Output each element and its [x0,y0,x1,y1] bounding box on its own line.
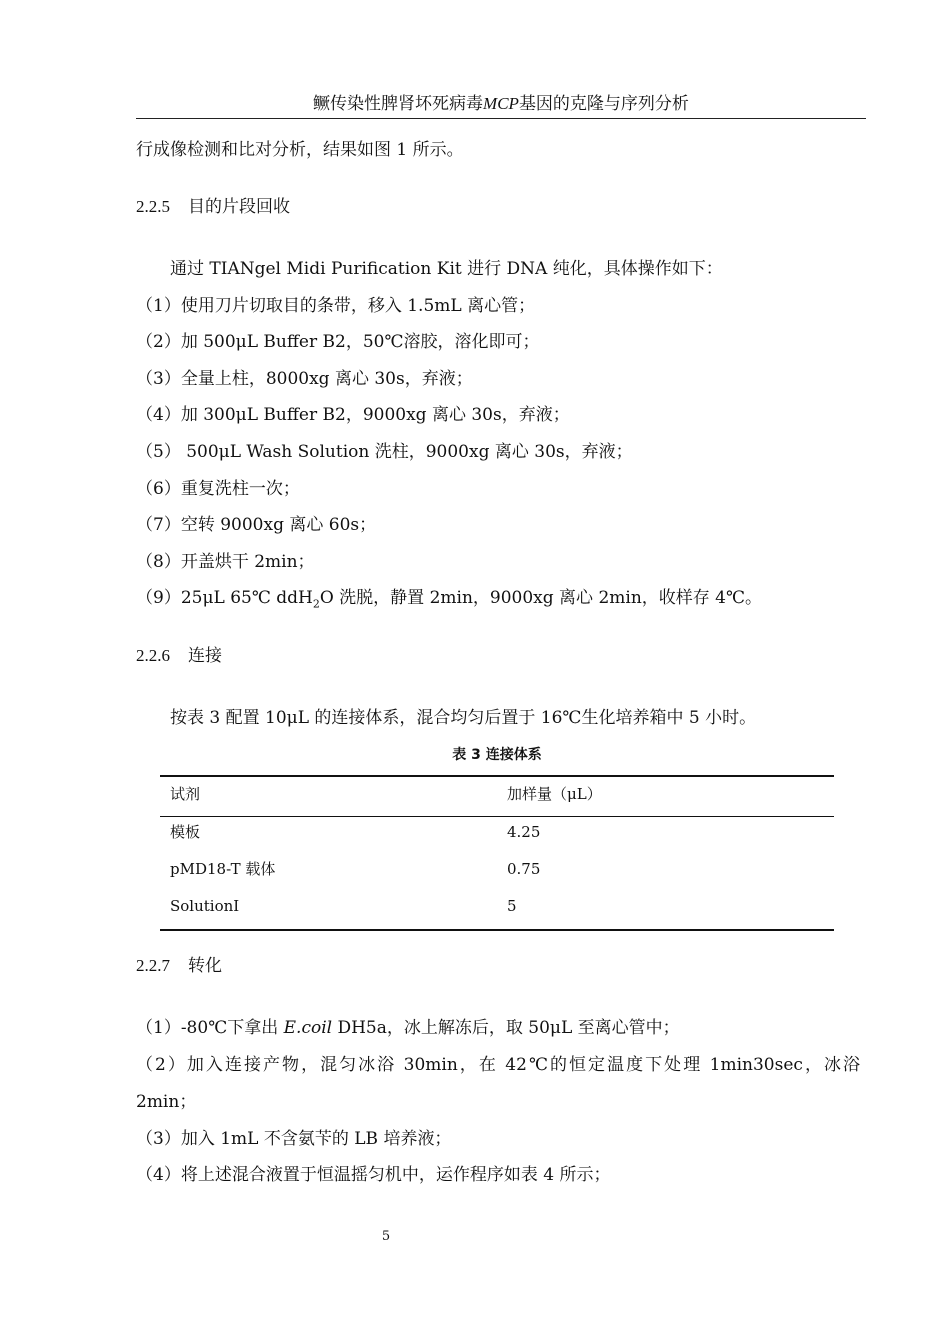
table-header-volume: 加样量（μL） [507,785,602,803]
header-gene-name: MCP [483,94,519,113]
table-cell: pMD18-T 载体 [170,860,276,878]
section-heading-226 [136,645,222,667]
page-number: 5 [381,1229,391,1244]
step-6: （6）重复洗柱一次； [136,479,300,499]
table-header-rule [160,816,834,817]
step-7: （7）空转 9000xg 离心 60s； [136,515,377,535]
paragraph-226: 按表 3 配置 10μL 的连接体系，混合均匀后置于 16℃生化培养箱中 5 小时。 [170,708,757,728]
paragraph-225: 通过 TIANgel Midi Purification Kit 进行 DNA 纯化，具体操作如下： [170,259,723,279]
transform-step-1 [136,1017,680,1039]
section-heading-227 [136,955,222,977]
table-bottom-rule [160,929,834,931]
step-1: （1）使用刀片切取目的条带，移入 1.5mL 离心管； [136,296,536,316]
transform-step-2-line1: （2）加入连接产物，混匀冰浴 30min，在 42℃的恒定温度下处理 1min30sec，冰浴 [136,1055,860,1075]
running-header [136,93,866,115]
step-8: （8）开盖烘干 2min； [136,552,315,572]
step-4: （4）加 300μL Buffer B2，9000xg 离心 30s，弃液； [136,405,570,425]
step-9-subscript: 2 [312,597,320,611]
section-title: 转化 [188,956,222,976]
section-title: 目的片段回收 [188,197,290,217]
table-cell: 4.25 [507,823,541,841]
header-text-part1: 鳜传染性脾肾坏死病毒 [313,94,484,114]
step-9 [136,587,762,615]
table-cell: 模板 [170,823,201,841]
table-cell: 0.75 [507,860,541,878]
section-number: 2.2.7 [136,956,170,975]
intro-line: 行成像检测和比对分析，结果如图 1 所示。 [136,140,464,160]
section-heading-225 [136,196,290,218]
header-text-part2: 基因的克隆与序列分析 [518,94,689,114]
transform-step-1-part2: DH5a，冰上解冻后，取 50μL 至离心管中； [332,1018,680,1038]
transform-step-1-part1: （1）-80℃下拿出 [136,1018,284,1038]
section-number: 2.2.5 [136,197,170,216]
step-5: （5） 500μL Wash Solution 洗柱，9000xg 离心 30s，弃液； [136,442,633,462]
transform-step-4: （4）将上述混合液置于恒温摇匀机中，运作程序如表 4 所示； [136,1165,611,1185]
step-2: （2）加 500μL Buffer B2，50℃溶胶，溶化即可； [136,332,540,352]
transform-step-2-line2: 2min； [136,1092,197,1112]
table-top-rule [160,775,834,777]
step-9-part1: （9）25μL 65℃ ddH [136,588,313,608]
table-cell: SolutionⅠ [170,897,240,915]
table-cell: 5 [507,897,517,915]
table-caption: 表 3 连接体系 [452,747,542,763]
step-9-part2: O 洗脱，静置 2min，9000xg 离心 2min，收样存 4℃。 [319,588,763,608]
step-3: （3）全量上柱，8000xg 离心 30s，弃液； [136,369,473,389]
header-rule [136,118,866,119]
section-number: 2.2.6 [136,646,170,665]
transform-step-3: （3）加入 1mL 不含氨苄的 LB 培养液； [136,1129,452,1149]
table-header-reagent: 试剂 [170,785,201,803]
section-title: 连接 [188,646,222,666]
species-name: E.coil [283,1018,333,1038]
